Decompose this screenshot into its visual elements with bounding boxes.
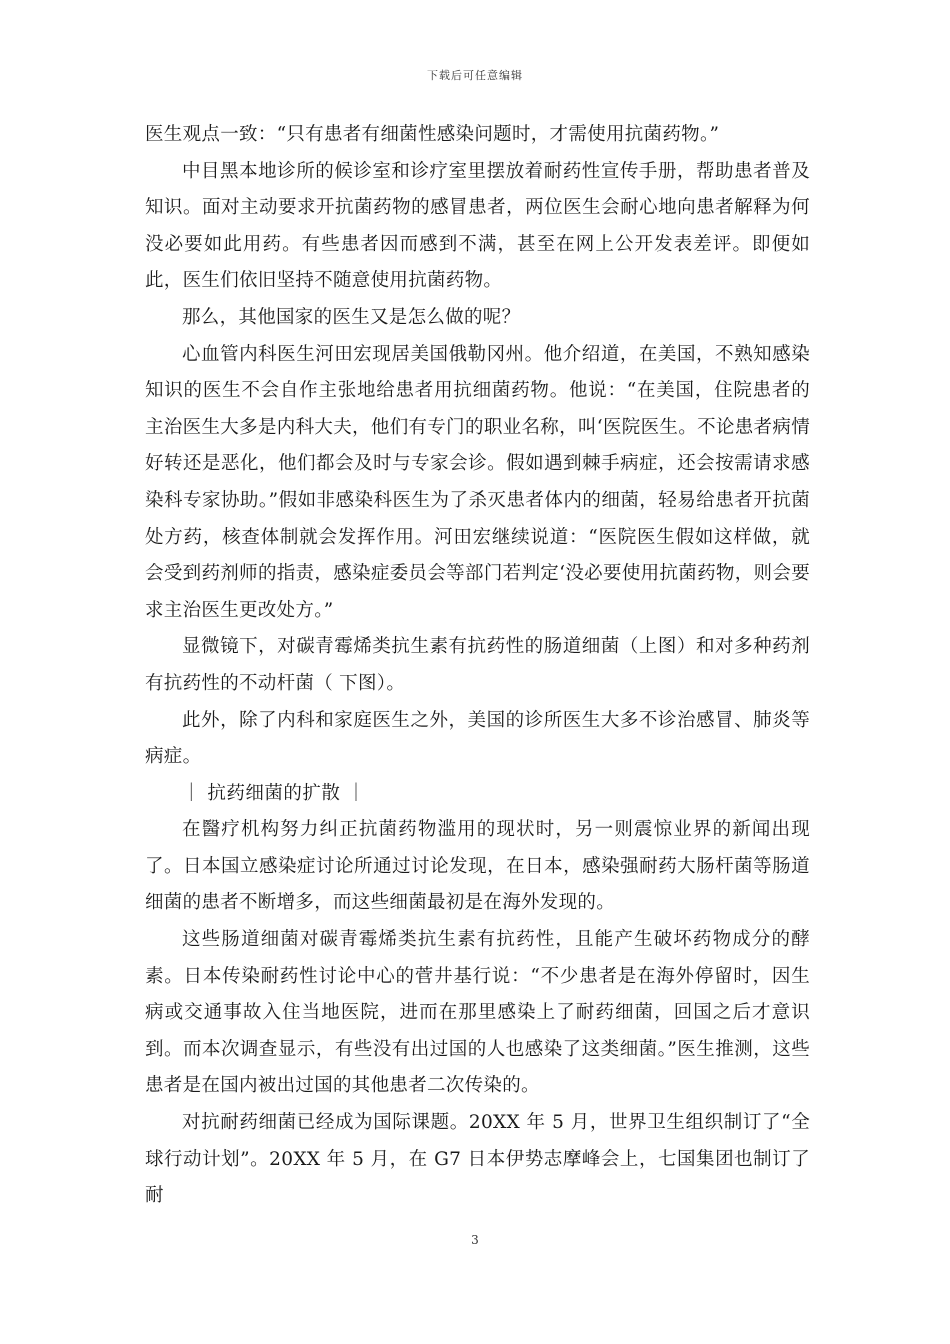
page-number: 3: [471, 1233, 479, 1247]
page-header: 下载后可任意编辑: [427, 69, 523, 82]
paragraph: 那么，其他国家的医生又是怎么做的呢？: [182, 306, 521, 328]
paragraph: 中目黑本地诊所的候诊室和诊疗室里摆放着耐药性宣传手册，帮助患者普及知识。面对主动要求开抗菌药物的感冒患者，两位医生会耐心地向患者解释为何没必要如此用药。有些患者因而感到不满，甚至在网上公开发表差评。即便如此，医生们依旧坚持不随意使用抗菌药物。: [145, 160, 810, 292]
paragraph: 显微镜下，对碳青霉烯类抗生素有抗药性的肠道细菌（上图）和对多种药剂有抗药性的不动杆菌（ 下图）。: [145, 636, 810, 694]
paragraph: 此外，除了内科和家庭医生之外，美国的诊所医生大多不诊治感冒、肺炎等病症。: [145, 709, 810, 768]
body-content: [145, 117, 810, 1215]
paragraph: 心血管内科医生河田宏现居美国俄勒冈州。他介绍道，在美国，不熟知感染知识的医生不会自作主张地给患者用抗细菌药物。他说：“在美国，住院患者的主治医生大多是内科大夫，他们有专门的职业名称，叫‘医院医生。不论患者病情好转还是恶化，他们都会及时与专家会诊。假如遇到棘手病症，还会按需请求感染科专家协助。”假如非感染科医生为了杀灭患者体内的细菌，轻易给患者开抗菌处方药，核查体制就会发挥作用。河田宏继续说道：“医院医生假如这样做，就会受到药剂师的指责，感染症委员会等部门若判定‘没必要使用抗菌药物，则会要求主治医生更改处方。”: [145, 343, 810, 621]
paragraph: 医生观点一致：“只有患者有细菌性感染问题时，才需使用抗菌药物。”: [145, 124, 720, 145]
paragraph: 在醫疗机构努力纠正抗菌药物滥用的现状时，另一则震惊业界的新闻出现了。日本国立感染症讨论所通过讨论发现，在日本，感染强耐药大肠杆菌等肠道细菌的患者不断增多，而这些细菌最初是在海外发现的。: [145, 819, 810, 914]
section-heading: ｜ 抗药细菌的扩散 ｜: [182, 782, 366, 804]
paragraph: 对抗耐药细菌已经成为国际课题。20XX 年 5 月，世界卫生组织制订了“全球行动计划”。20XX 年 5 月，在 G7 日本伊势志摩峰会上，七国集团也制订了耐: [145, 1112, 810, 1207]
paragraph: 这些肠道细菌对碳青霉烯类抗生素有抗药性，且能产生破坏药物成分的酵素。日本传染耐药性讨论中心的菅井基行说：“不少患者是在海外停留时，因生病或交通事故入住当地医院，进而在那里感染上了耐药细菌，回国之后才意识到。而本次调查显示，有些没有出过国的人也感染了这类细菌。”医生推测，这些患者是在国内被出过国的其他患者二次传染的。: [145, 929, 810, 1097]
